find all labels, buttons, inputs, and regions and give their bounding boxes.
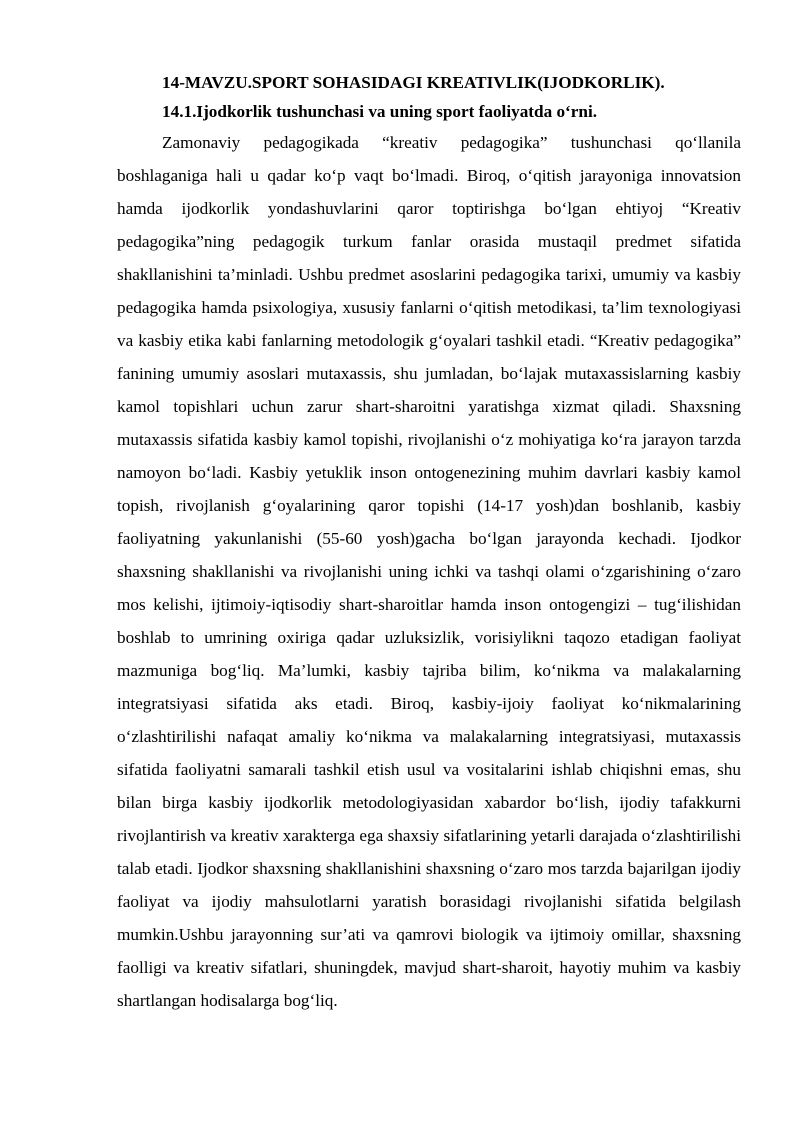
chapter-title: 14-MAVZU.SPORT SOHASIDAGI KREATIVLIK(IJODKORLIK). xyxy=(162,73,665,92)
document-content xyxy=(117,68,741,1017)
body-paragraph: Zamonaviy pedagogikada “kreativ pedagogika” tushunchasi qo‘llanila boshlaganiga hali u qadar ko‘p vaqt bo‘lmadi. Biroq, o‘qitish jarayoniga innovatsion hamda ijodkorlik yondashuvlarini qaror toptirishga bo‘lgan ehtiyoj “Kreativ pedagogika”ning pedagogik turkum fanlar orasida mustaqil predmet sifatida shakllanishini ta’minladi. Ushbu predmet asoslarini pedagogika tarixi, umumiy va kasbiy pedagogika hamda psixologiya, xususiy fanlarni o‘qitish metodikasi, ta’lim texnologiyasi va kasbiy etika kabi fanlarning metodologik g‘oyalari tashkil etadi. “Kreativ pedagogika” fanining umumiy asoslari mutaxassis, shu jumladan, bo‘lajak mutaxassislarning kasbiy kamol topishlari uchun zarur shart-sharoitni yaratishga xizmat qiladi. Shaxsning mutaxassis sifatida kasbiy kamol topishi, rivojlanishi o‘z mohiyatiga ko‘ra jarayon tarzda namoyon bo‘ladi. Kasbiy yetuklik inson ontogenezining muhim davrlari kasbiy kamol topish, rivojlanish g‘oyalarining qaror topishi (14-17 yosh)dan boshlanib, kasbiy faoliyatning yakunlanishi (55-60 yosh)gacha bo‘lgan jarayonda kechadi. Ijodkor shaxsning shakllanishi va rivojlanishi uning ichki va tashqi olami o‘zgarishining o‘zaro mos kelishi, ijtimoiy-iqtisodiy shart-sharoitlar hamda inson ontogengizi – tug‘ilishidan boshlab to umrining oxiriga qadar uzluksizlik, vorisiylikni taqozo etadigan faoliyat mazmuniga bog‘liq. Ma’lumki, kasbiy tajriba bilim, ko‘nikma va malakalarning integratsiyasi sifatida aks etadi. Biroq, kasbiy-ijoiy faoliyat ko‘nikmalarining o‘zlashtirilishi nafaqat amaliy ko‘nikma va malakalarning integratsiyasi, mutaxassis sifatida faoliyatni samarali tashkil etish usul va vositalarini ishlab chiqishni emas, shu bilan birga kasbiy ijodkorlik metodologiyasidan xabardor bo‘lish, ijodiy tafakkurni rivojlantirish va kreativ xarakterga ega shaxsiy sifatlarining yetarli darajada o‘zlashtirilishi talab etadi. Ijodkor shaxsning shakllanishini shaxsning o‘zaro mos tarzda bajarilgan ijodiy faoliyat va ijodiy mahsulotlarni yaratish borasidagi rivojlanishi sifatida belgilash mumkin.Ushbu jarayonning sur’ati va qamrovi biologik va ijtimoiy omillar, shaxsning faolligi va kreativ sifatlari, shuningdek, mavjud shart-sharoit, hayotiy muhim va kasbiy shartlangan hodisalarga bog‘liq. xyxy=(117,133,741,1010)
section-title: 14.1.Ijodkorlik tushunchasi va uning sport faoliyatda o‘rni. xyxy=(162,102,598,121)
